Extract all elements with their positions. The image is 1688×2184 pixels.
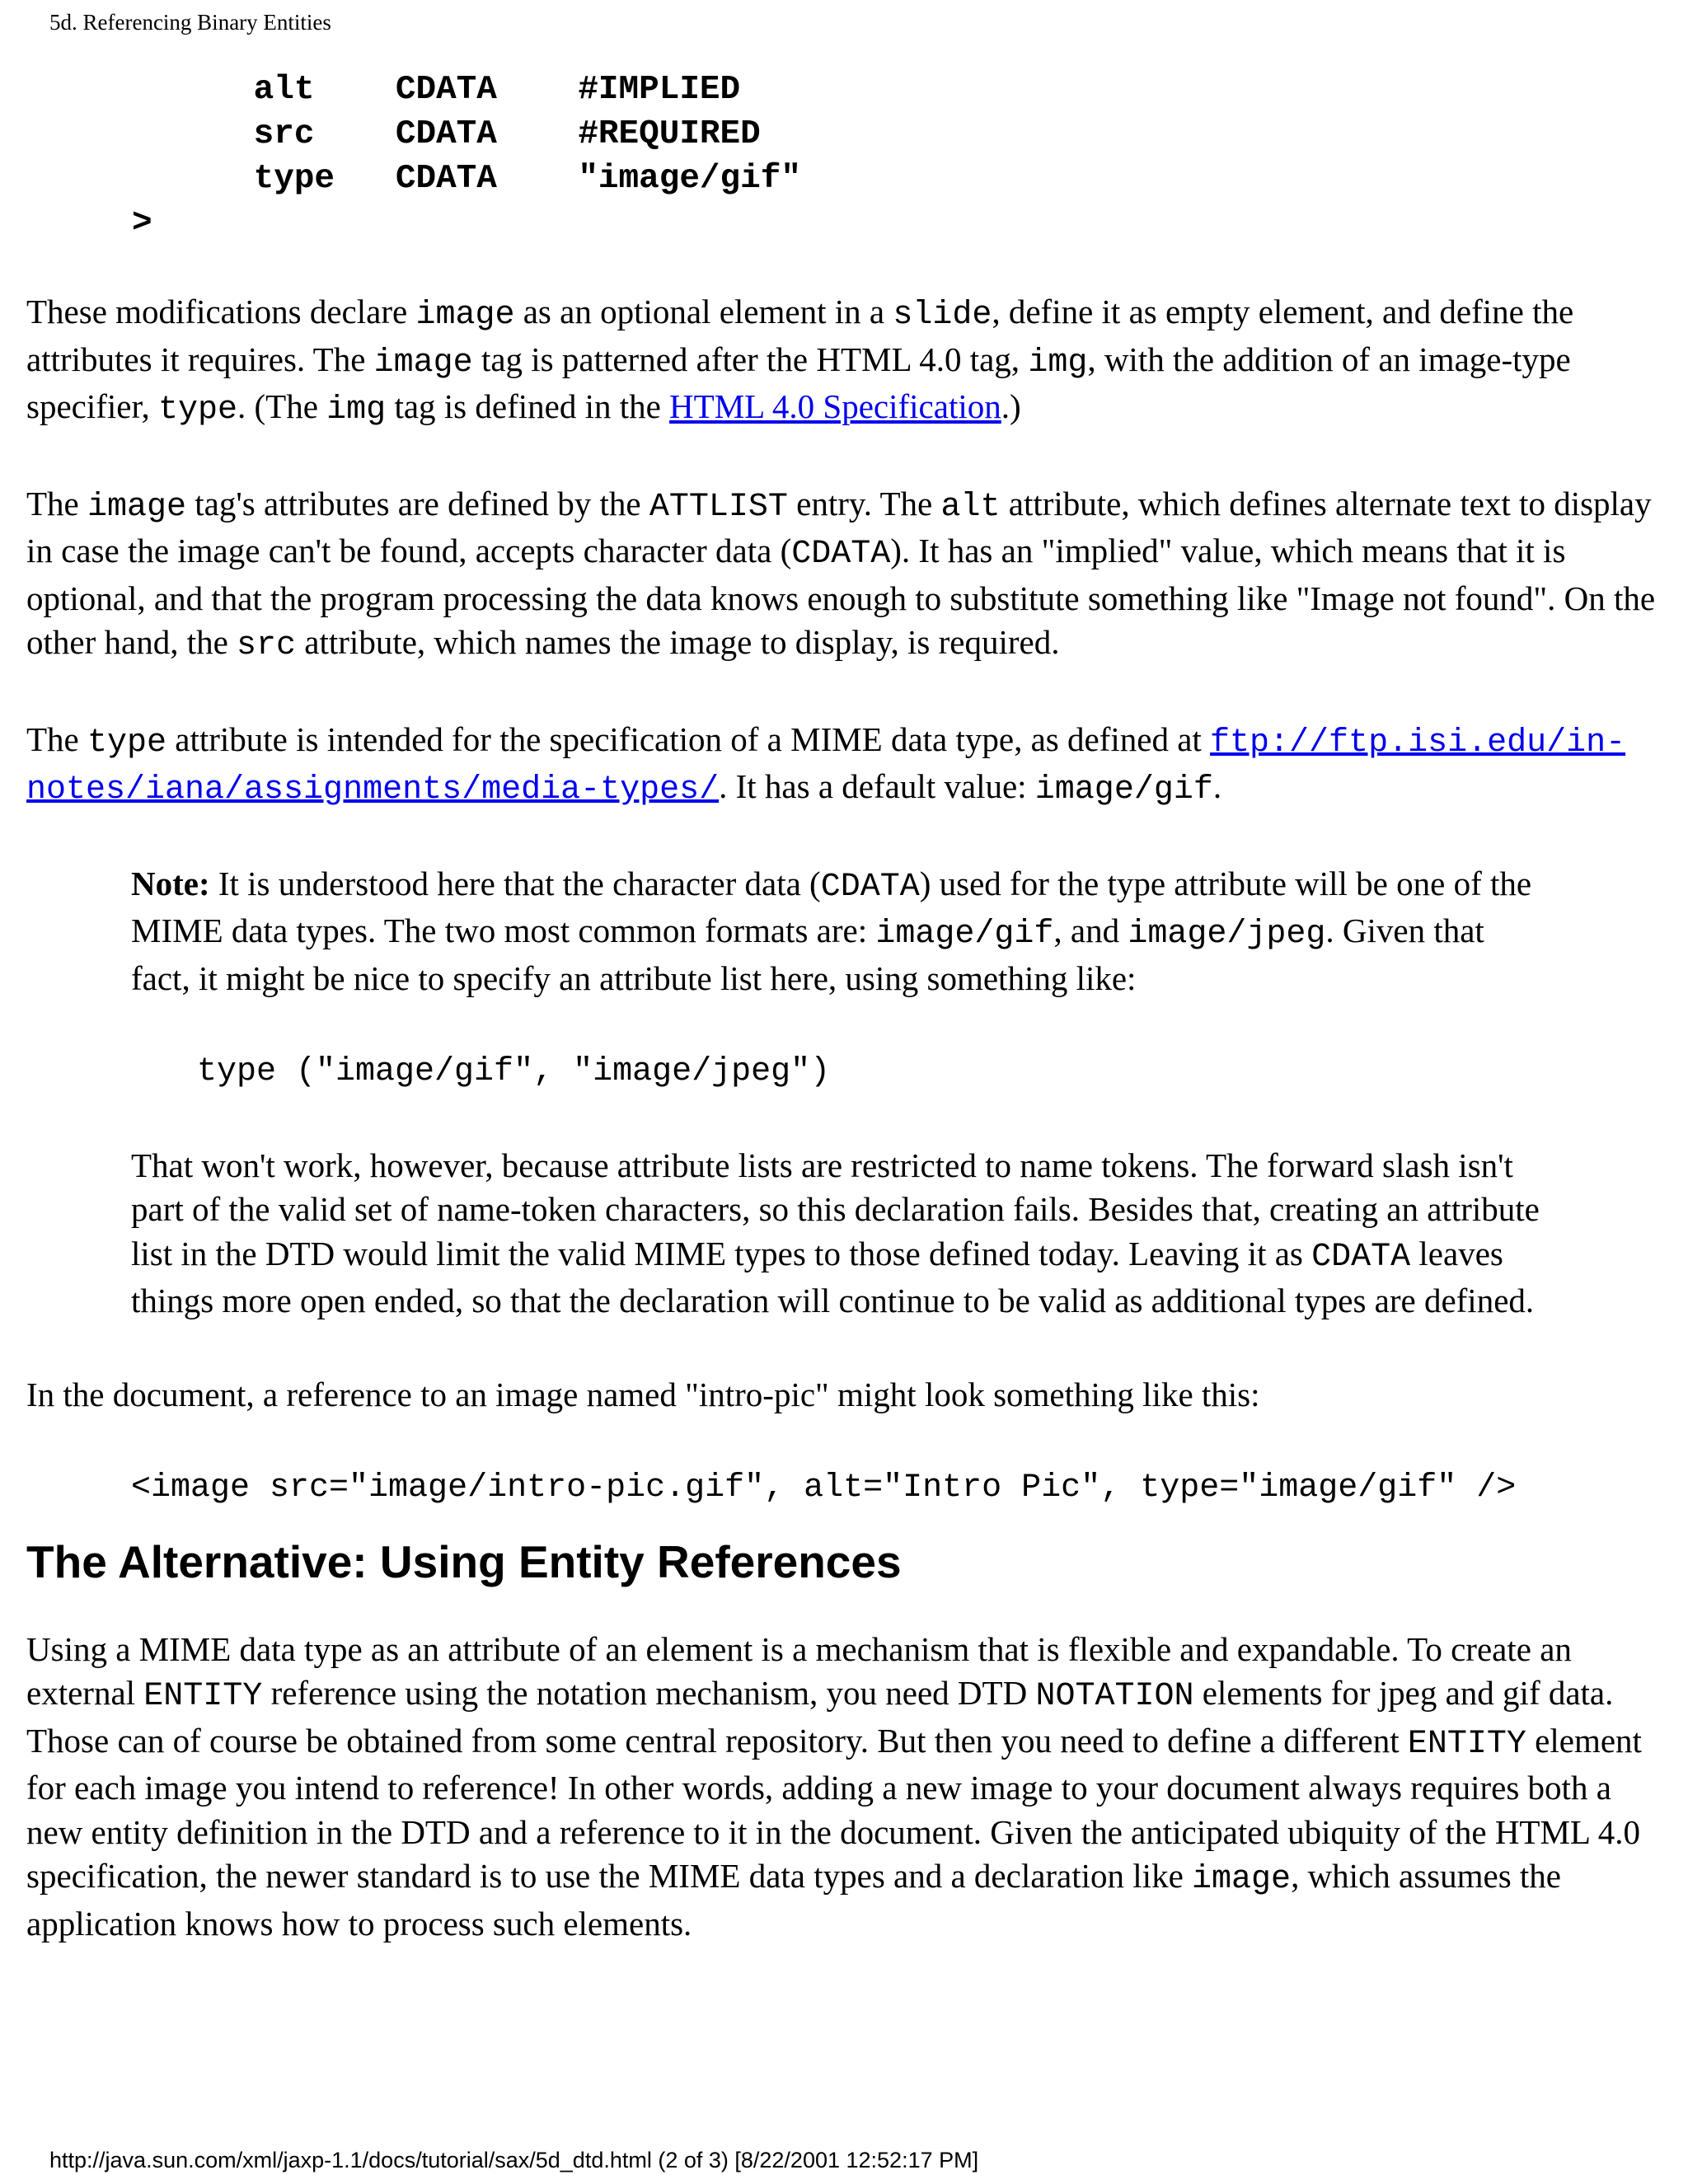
dtd-attlist-block [132, 68, 801, 246]
text: The [26, 719, 87, 758]
text: , define it as empty element, and define the attributes it requires. The [26, 293, 1574, 378]
inline-code: image/gif [875, 916, 1054, 953]
inline-code: image/jpeg [1128, 916, 1326, 953]
inline-code: image [1192, 1861, 1292, 1898]
media-types-link[interactable]: ftp://ftp.isi.edu/in-notes/iana/assignments/media-types/ [26, 724, 1626, 808]
dtd-row [132, 160, 801, 198]
text: attribute, which names the image to display, is required. [296, 623, 1060, 661]
inline-code: type [87, 724, 167, 762]
inline-code: image [373, 344, 473, 382]
inline-code: image [87, 488, 187, 526]
dtd-row [132, 115, 761, 153]
inline-code: image [415, 297, 515, 334]
text: The [26, 484, 87, 523]
text: leaves things more open ended, so that the declaration will continue to be valid as additional types are defined. [131, 1234, 1535, 1319]
dtd-attr-type: CDATA [395, 160, 497, 198]
text: , which assumes the application knows how to process such elements. [26, 1857, 1562, 1943]
text: ). It has an "implied" value, which means that it is optional, and that the program processing the data knows enough to substitute something like "Image not found". On the other hand, the [26, 532, 1656, 661]
inline-code: NOTATION [1035, 1678, 1194, 1715]
inline-code: src [237, 627, 297, 664]
text: . It has a default value: [719, 767, 1035, 805]
text: attribute, which defines alternate text to display in case the image can't be found, accepts character data ( [26, 484, 1652, 569]
text: entry. The [787, 484, 941, 523]
text: , with the addition of an image-type specifier, [26, 340, 1571, 425]
inline-code: ENTITY [143, 1678, 263, 1715]
dtd-row [132, 71, 740, 109]
note-paragraph [131, 862, 1551, 1001]
text: tag is patterned after the HTML 4.0 tag, [472, 340, 1029, 378]
paragraph-reference: In the document, a reference to an image named "intro-pic" might look something like this: [26, 1375, 1260, 1413]
text: element for each image you intend to reference! In other words, adding a new image to your document always requires both a new entity definition in the DTD and a reference to it in the document. Given the anticipated ubiquity of the HTML 4.0 specification, the newer standard is to use the MIME data types and a declaration like [26, 1721, 1642, 1895]
paragraph-entity-references [26, 1628, 1667, 1947]
text: as an optional element in a [514, 293, 893, 330]
code-example-type-list: type ("image/gif", "image/jpeg") [197, 1053, 831, 1090]
inline-code: type [158, 391, 238, 429]
page-footer-url: http://java.sun.com/xml/jaxp-1.1/docs/tutorial/sax/5d_dtd.html (2 of 3) [8/22/2001 12:52:17 PM] [49, 2148, 979, 2172]
text: That won't work, however, because attribute lists are restricted to name tokens. The forward slash isn't part of the valid set of name-token characters, so this declaration fails. Besides that, creating an attribute list in the DTD would limit the valid MIME types to those defined today. Leaving it as [131, 1146, 1540, 1272]
text: . (The [237, 387, 327, 425]
section-heading: The Alternative: Using Entity References [26, 1535, 902, 1587]
dtd-attr-default: "image/gif" [578, 160, 801, 198]
page-header: 5d. Referencing Binary Entities [49, 10, 331, 35]
inline-code: CDATA [1311, 1238, 1411, 1276]
text: elements for jpeg and gif data. Those can of course be obtained from some central repository. But then you need to define a different [26, 1674, 1614, 1760]
text: tag is defined in the [386, 387, 670, 425]
main-content [26, 290, 1667, 1995]
text: ) used for the type attribute will be one of the MIME data types. The two most common formats are: [131, 864, 1532, 949]
note-paragraph [131, 1144, 1551, 1324]
text: Using a MIME data type as an attribute of an element is a mechanism that is flexible and expandable. To create an external [26, 1629, 1572, 1712]
dtd-attr-type: CDATA [395, 115, 497, 153]
dtd-attr-default: #IMPLIED [578, 71, 741, 109]
dtd-attr-name: type [253, 160, 335, 198]
inline-code: img [326, 391, 387, 429]
paragraph-attlist [26, 482, 1667, 668]
inline-code: alt [940, 488, 1001, 526]
paragraph-type-attribute [26, 718, 1667, 813]
text: reference using the notation mechanism, you need DTD [262, 1674, 1036, 1712]
code-example-image-tag: <image src="image/intro-pic.gif", alt="Intro Pic", type="image/gif" /> [131, 1469, 1517, 1507]
dtd-attr-name: src [253, 115, 315, 153]
text: attribute is intended for the specification of a MIME data type, as defined at [166, 719, 1211, 758]
inline-code: CDATA [820, 868, 920, 906]
note-block [131, 862, 1551, 1324]
note-label: Note: [131, 864, 210, 902]
text: . [1212, 767, 1222, 805]
inline-code: image/gif [1034, 771, 1213, 808]
dtd-attr-default: #REQUIRED [578, 115, 761, 153]
dtd-close: > [132, 204, 152, 242]
text: tag's attributes are defined by the [186, 484, 649, 523]
text: .) [1001, 387, 1021, 425]
text: It is understood here that the character data ( [209, 864, 821, 902]
text: . Given that fact, it might be nice to specify an attribute list here, using something like: [131, 912, 1484, 997]
dtd-attr-type: CDATA [395, 71, 497, 109]
inline-code: img [1028, 344, 1088, 382]
paragraph-modifications [26, 290, 1667, 433]
html-spec-link[interactable]: HTML 4.0 Specification [669, 387, 1001, 425]
inline-code: CDATA [791, 536, 891, 573]
dtd-attr-name: alt [253, 71, 315, 109]
text: These modifications declare [26, 293, 416, 330]
inline-code: slide [893, 297, 992, 334]
text: , and [1053, 912, 1128, 949]
inline-code: ENTITY [1407, 1725, 1526, 1763]
inline-code: ATTLIST [649, 488, 788, 526]
